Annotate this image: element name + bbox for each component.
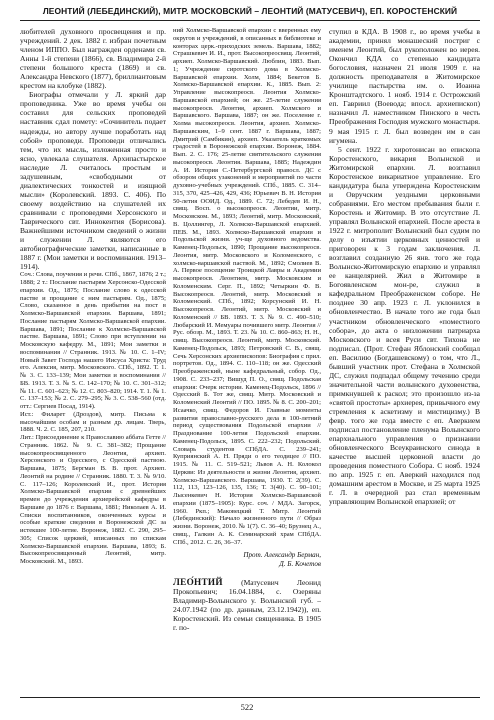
paragraph: 5 сент. 1922 г. хиротонисан во епископа Коростенского, викария Волынской и Житомирской епархии. Л. возглавил Коростенское викариатное управление. Его кандидатура была утверждена Коростенским и Овручским уездными церковными собраниями. Его местом пребывания были г. Коростень и Житомир. В это отсутствие Л. управлял Волынской епархией. После ареста в 1922 г. митрополит Волынский был судим по делу о изъятии церковных ценностей и приговорен к 3 годам заключения. Л. возглавил созданную 26 янв. того же года Волынско-Житомирскую епархию и управлял ее канцелярией. Жил в Житомире в Богоявленском мон-ре, служил в кафедральном Преображенском соборе. Не позднее 30 апр. 1923 г. Л. уклонился в обновленчество. В начале того же года был участником обновленческого «поместного собора», до акта о низложении патриарха Московского и всея Руси свт. Тихона не подписал. (Прот. Стефан Яблонский сообщал еп. Василию (Богдашевскому) о том, что Л., бывший участник прот. Стефана в Холмской ДС, служил подпадал общему течению среди значительной части волынского духовенства, примкнувшей к раскол; это произошло из-за «святой простоты» архиерея, привычного ему стремления к аскетизму и мистицизму.) В февр. того же года вместе с еп. Аверкием подписал постановление пленума Волынского епархиального управления о признании обновленческого Всеукраинского синода в качестве высшей церковной власти до проведения поместного Собора. С нояб. 1924 по апр. 1925 г. еп. Аверкий находился под домашним арестом в Москве, и 25 марта 1925 г. Л. в очередной раз стал временным управляющим Волынской епархией; от (329, 144, 480, 507)
paragraph: ступил в КДА. В 1908 г., во время учебы в академии, принял монашеский постриг с именем Леонтий, был рукоположен во иерея. Окончил КДА со степенью кандидата богословия, назначен 21 июля 1909 г. на должность преподавателя в Житомирское училище пастырства им. о. Иоанна Кронштадтского. 1 нояб. 1914 г. Острожский еп. Гавриил (Воевода; впосл. архиепископ) назначил Л. наместником Пинского в честь Преображения Господня мужского монастыря. 9 мая 1915 г. Л. был возведен им в сан игумена. (329, 27, 480, 145)
entry-text: (Матусевич Леонид Прокопьевич; 16.04.1884, с. Озеряны Владимир-Волынского у. Волынской губ. – 24.07.1942 (по др. данным, 23.12.1942)), еп. Коростенский. Из семьи священника. В 1905 г. по- (173, 578, 321, 633)
works-list: Соч.: Слова, поучения и речи. СПб., 1867, 1876; 2 т.; 1888; 2 т.: Послание пастырям Херсонско-Одесской епархии. Од., 1875; Послание слово к одесской пастве и прощание с ним пастырям. Од., 1875; Слово, сказанное в день прибытия на пост в Холмско-Варшавской епархии. Варшава, 1891; Послание пастырям Холмско-Варшавской епархии. Варшава, 1891; Послание к Холмско-Варшавской пастве. Варшава, 1891; Слово при вступлении на Московскую кафедру. М., 1891; Мои заметки и воспоминания // Странник. 1913. № 10. С. 1–IV; Новый Завет Господа нашего Иисуса Христа: Труд его. Алексия, митр. Московского. СПб., 1892. Т. 1. № 3. С. 133–139; Мои заметки и воспоминания // БВ. 1913. Т. 3. № 5. С. 142–170; № 10. С. 301–312; № 11. С. 601–623; № 12. С. 803–820; 1914. Т. 1. № 1. С. 137–153; № 2. С. 279–295; № 3. С. 538–560 (отд. отт.: Сергиев Посад, 1914). (20, 271, 166, 411)
column-3 (329, 27, 480, 691)
running-head: ЛЕОНТИЙ (ЛЕБЕДИНСКИЙ), МИТР. МОСКОВСКИЙ – ЛЕОНТИЙ (МАТУСЕВИЧ), ЕП. КОРОСТЕНСКИЙ (42, 6, 458, 16)
literature-list: Лит.: Присоединение к Православию аббата Гетте // Странник. 1862. № 9. С. 381–382; Прощание высокопреосвященного Леонтия, архиеп. Херсонского и Одесского, с Одесской паствою. Варшава, 1875; Бергман В. В. прот. Архиеп. Леонтий на родине // Странник. 1880. Т. 3. № 9/10. С. 117–126; Королевский И., прот. История Холмско-Варшавской епархии с древнейших времен до учреждения архиерейской кафедры в Варшаве до 1876 г. Варшава, 1881; Николаев А. И. Списки воспитанников, оконченных курсы и особые краткие сведения в Воронежской ДС за истекшее 100-летие. Воронеж, 1882. С. 290, 295–305; Список церквей, вписанных по спискам Холмско-Варшавской епархии. Варшава, 1893; Б. Высокопреосвященный Леонтий, митр. Московский. М., 1893. (20, 434, 166, 566)
literature-list-continued: ний Холмско-Варшавской епархии с вверенных ему округов и учреждений, в описанных в библиотеке и конторах церк.-приходских земель. Варшава, 1882; Страшкевич И. И., прот. Высокопреосвящ. Леонтий, архиеп. Холмско-Варшавский. Люблин, 1883. Вып. 1; Учреждение сиротского дома в Холмско-Варшавской епархии. Холм, 1884; Бекетов Б. Холмско-Варшавской епархии. К., 1885. Вып. 2: Управление высокопреосв. Леонтия Холмско-Варшавской епархией; он же. 25-летие служения высокопреосв. Леонтия, архиеп. Холмского и Варшавского. Варшава, 1887; он же. Поселение г. Холма высокопреосв. Леонтия, архиеп. Холмско-Варшавским, 1–9 сент. 1887 г. Варшава, 1887; Дмитрий (Самбикин), архиеп. Указатель краткомых градостей в Воронежской епархии. Воронеж, 1884. Вып. 2. С. 176; 25-летие святительского служения высокопреосв. Леонтия. Варшава, 1885; Надеждин А. И. История С.-Петербургской правосл. ДС с обзором общих узаконений и мероприятий по части духовно-учебных учреждений. СПб., 1885. С. 314–315, 370, 425–426, 429, 436; Юрьевич В. Н. История 50-летия ООИД. Од., 1889. С. 72; Лебедев И. Н., свящ. Восп. о высокопреосв. Леонтии, митр. Московском. М., 1893; Леонтий, митр. Московский, В. Цоллингер, Л. Холмско-Варшавской епархией. ПЕВ. М., 1893. Холмско-Варшавской епархии и Подольской жизни. уч-ще духовного ведомства. Каменец-Подольск, 1890; Прощание высокопреосв. Леонтия, митр. Московского и Коломенского, с холмско-варшавской паствой. М., 1892; Смолиев В. А. Первое посещение Троицкой Лавры и Академии высокопреосв. Леонтием, митр. Московским и Коломенским. Серг. П., 1892; Четыркин Ф. В. Высокопреосв. Леонтий, митр. Московский и Коломенский. СПб., 1892; Корсунский И. Н. Высокопреосв. Леонтий, митр. Московский и Коломенский // БВ. 1893. Т. 3. № 9. С. 490–510; Любарский И. Мемуары почившего митр. Леонтия // Рус. обозр. М., 1893. Т. 23. № 10. С. 860–863; Н. Н., свящ. Высокопреосв. Леонтий, митр. Московский. Каменец-Подольск, 1893; Петровский С. В., свящ. Сечь Херсонских архиепископов: Биография с прил. портретов. Од., 1894. С. 110–118; он же. Одесский Преображенский, ныне кафедральный, собор. Од., 1908. С. 233–237; Вишуд П. О., свящ. Подольская епархия: Очерк истории. Каменец-Подольск, 1896 // Одесский Б. Тот же, свящ. Митр. Московский и Коломенский Леонтий // ПО. 1895. № 8. С. 200–201; Исаачко, свящ. Федоров И. Главные моменты развития православно-русского дела в 100-летний период существования Подольской епархии // Празднование 100-летия Подольской епархии. Каменец-Подольск, 1895. С. 222–232; Подольский. Словарь студентов СПбДА. С. 239–241; Куприянский А. Н. Пряди о его теодицее // ПО. 1915. № 11. С. 519–521; Львов А. Н. Колокол Церкви: Из деятельности и жизни Леонтия, архиеп. Холмско-Варшавского. Варшава, 1930. Т. 2(39). С. 112, 113, 123–126, 135, 136; Т. 3(40). С. 90–101; Лысенкевич Н. История Холмско-Варшавской епархии (1875–1905): Курс. соч. / МДА. Загорск, 1960. Ркп.; Маковецкий Т. Митр. Леонтий (Лебединский): Начало жизненного пути // Образ жизни. Воронеж, 2010. № 1(7). С. 36–40; Брузнец А., свящ., Галкин А. К. Семинарский храм СПбДА. СПб., 2012. С. 26, 36–37. (173, 27, 321, 546)
column-1 (20, 27, 166, 691)
header-rule (20, 20, 480, 21)
column-2 (173, 27, 321, 691)
article-entry (173, 578, 321, 632)
authors-signature (173, 551, 321, 569)
paragraph: Биографы отмечали у Л. яркий дар проповедника. Уже во время учебы он составил для сельских проповедей наставник сдал помету: «Сочинитель подает надежды, но автору лучше поработать над собой» проповеди. Проповеди отличались тем, что их мысль, изложенная просто и ясно, увлекала слушателя. Архипастырское наследие Л. считалось простым и задушевным, «свободными от диалектических тонкостей и изящной мысли» (Королевский. 1893. С. 406). По своему воздействию на слушателей их сравнивали с проповедями Херсонского и Таврического свт. Иннокентия (Борисова). Важнейшими источником сведений о жизни и служении Л. являются его автобиографические заметки, написанные в 1887 г. (Мои заметки и воспоминания. 1913–1914). (20, 90, 166, 272)
author-name: Д. Б. Кочетов (279, 560, 321, 569)
author-name: Прот. Александр Берман, (243, 551, 321, 560)
article-lead (173, 578, 321, 632)
entry-headword: ЛЕО́НТИЙ (173, 577, 223, 588)
sources-list: Ист.: Филарет (Дроздов), митр. Письма к высочайшим особам и разным др. лицам. Тверь, 1888. Ч. 2. С. 185, 207, 210. (20, 410, 166, 434)
bibliography-continuation (173, 27, 321, 546)
paragraph: любителей духовного просвещения и пр. учреждений. 2 дек. 1882 г. избран почетным членом ИППО. Был награжден орденами св. Анны 1-й степени (1866), св. Владимира 2-й степени большого креста (1869) и св. Александра Невского (1877), бриллиантовым крестом на клобуке (1882). (20, 27, 166, 91)
bibliography-block (20, 271, 166, 566)
footer-rule (20, 697, 480, 698)
page-number: 522 (240, 702, 254, 712)
